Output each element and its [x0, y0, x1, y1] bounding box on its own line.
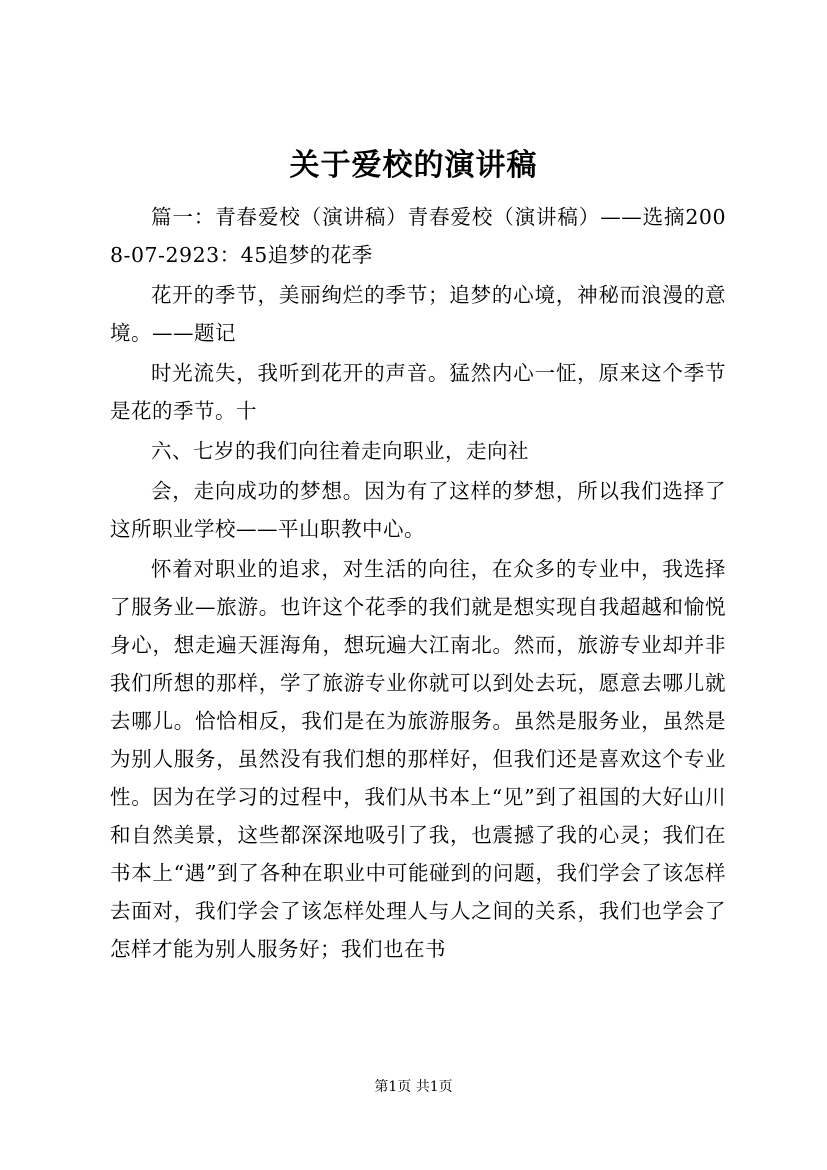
page-footer: 第1页 共1页: [374, 1079, 453, 1095]
document-title: 关于爱校的演讲稿: [289, 148, 538, 183]
paragraph-4: 六、七岁的我们向往着走向职业，走向社: [151, 439, 529, 463]
document-body: [110, 198, 726, 970]
paragraph-5: 会，走向成功的梦想。因为有了这样的梦想，所以我们选择了这所职业学校——平山职教中心。: [110, 479, 726, 541]
paragraph-3: 时光流失，我听到花开的声音。猛然内心一怔，原来这个季节是花的季节。十: [110, 361, 726, 423]
paragraph-6: 怀着对职业的追求，对生活的向往，在众多的专业中，我选择了服务业—旅游。也许这个花季的我们就是想实现自我超越和愉悦身心，想走遍天涯海角，想玩遍大江南北。然而，旅游专业却并非我们所想的那样，学了旅游专业你就可以到处去玩，愿意去哪儿就去哪儿。恰恰相反，我们是在为旅游服务。虽然是服务业，虽然是为别人服务，虽然没有我们想的那样好，但我们还是喜欢这个专业性。因为在学习的过程中，我们从书本上“见”到了祖国的大好山川和自然美景，这些都深深地吸引了我，也震撼了我的心灵；我们在书本上“遇”到了各种在职业中可能碰到的问题，我们学会了该怎样去面对，我们学会了该怎样处理人与人之间的关系，我们也学会了怎样才能为别人服务好；我们也在书: [110, 557, 726, 961]
paragraph-2: 花开的季节，美丽绚烂的季节；追梦的心境，神秘而浪漫的意境。——题记: [110, 283, 726, 345]
paragraph-1: 篇一：青春爱校（演讲稿）青春爱校（演讲稿）——选摘2008-07-2923：45追梦的花季: [110, 205, 726, 267]
